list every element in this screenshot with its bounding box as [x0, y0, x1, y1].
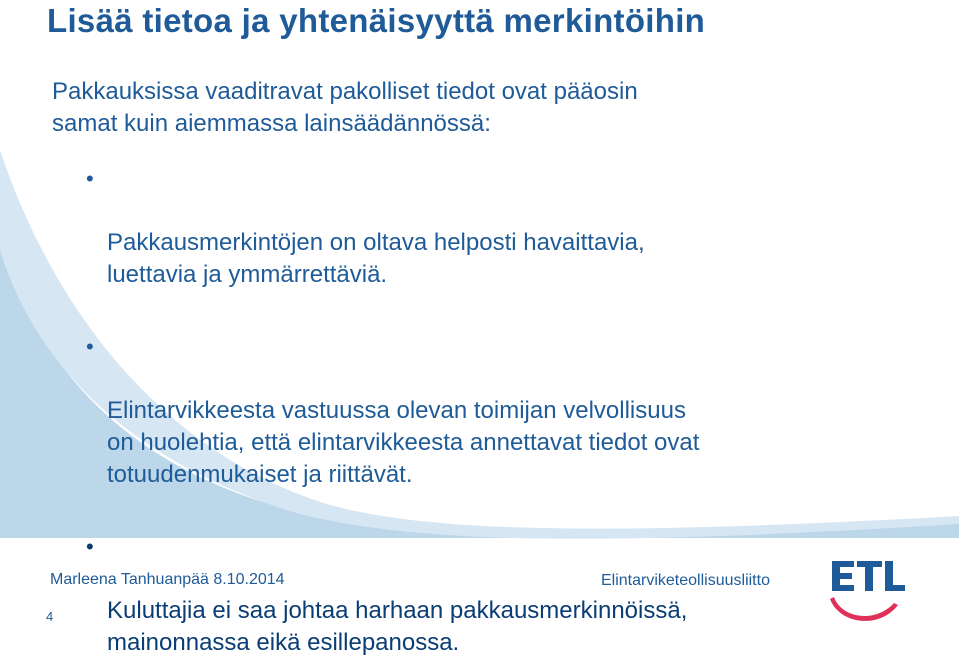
bullet-dot-icon: •: [86, 534, 94, 559]
footer-organization: Elintarviketeollisuusliitto: [601, 572, 770, 589]
bullet-text: Pakkausmerkintöjen on oltava helposti havaittavia, luettavia ja ymmärrettäviä.: [107, 229, 645, 288]
etl-logo-icon: [828, 553, 908, 625]
intro-paragraph: Pakkauksissa vaaditravat pakolliset tiedot ovat pääosin samat kuin aiemmassa lainsäädännössä:: [52, 78, 638, 137]
bullet-text: Kuluttajia ei saa johtaa harhaan pakkausmerkinnöissä, mainonnassa eikä esillepanossa.: [107, 597, 688, 656]
slide-title: Lisää tietoa ja yhtenäisyyttä merkintöihin: [47, 2, 706, 39]
bullet-dot-icon: •: [86, 334, 94, 359]
footer-author-date: Marleena Tanhuanpää 8.10.2014: [50, 571, 285, 588]
bullet-item: [52, 163, 932, 291]
bullet-item: [52, 531, 932, 659]
bullet-dot-icon: •: [86, 166, 94, 191]
page-number: 4: [46, 609, 54, 624]
bullet-item: [52, 331, 932, 491]
bullet-text: Elintarvikkeesta vastuussa olevan toimijan velvollisuus on huolehtia, että elintarvikkeesta annettavat tiedot ovat totuudenmukaiset ja riittävät.: [107, 397, 700, 488]
